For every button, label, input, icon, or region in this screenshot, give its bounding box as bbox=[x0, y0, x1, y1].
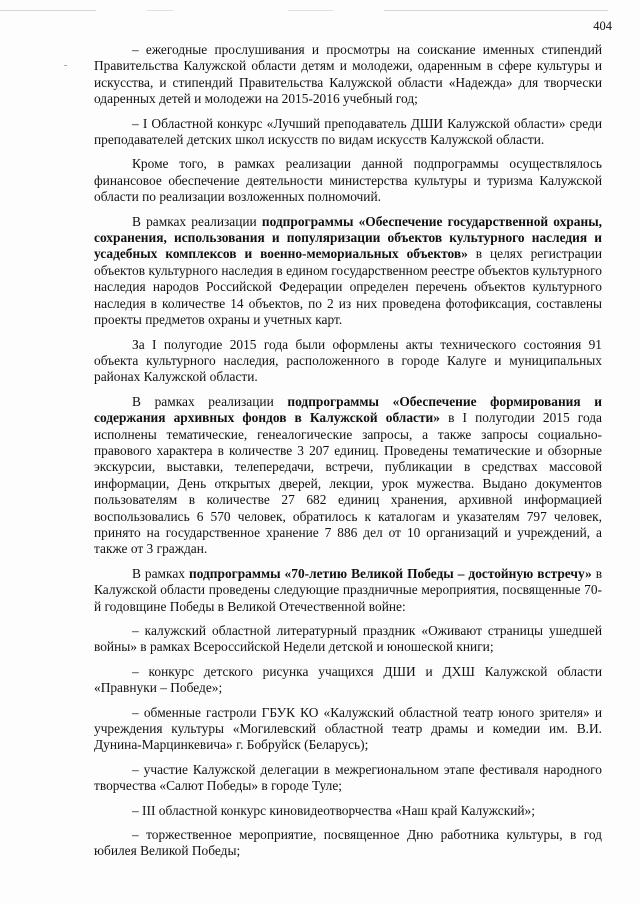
paragraph bbox=[94, 214, 602, 329]
paragraph bbox=[94, 337, 602, 386]
bold-text-run: подпрограммы «Обеспечение формирования и содержания архивных фондов в Калужской области» bbox=[94, 393, 602, 426]
paragraph bbox=[94, 42, 602, 108]
paragraph bbox=[94, 827, 602, 860]
text-run: – конкурс детского рисунка учащихся ДШИ и ДХШ Калужской области «Правнуки – Победе»; bbox=[94, 663, 602, 696]
text-run: – обменные гастроли ГБУК КО «Калужский областной театр юного зрителя» и учреждения культуры «Могилевский областной театр драмы и комедии им. В.И. Дунина-Марцинкевича» г. Бобруйск (Беларусь); bbox=[94, 704, 602, 753]
bold-text-run: подпрограммы «Обеспечение государственной охраны, сохранения, использования и популяризации объектов культурного наследия и усадебных комплексов и военно-мемориальных объектов» bbox=[94, 213, 602, 262]
paragraph bbox=[94, 762, 602, 795]
text-run: – торжественное мероприятие, посвященное Дню работника культуры, в год юбилея Великой Победы; bbox=[94, 827, 602, 859]
scan-mark: - bbox=[64, 60, 68, 71]
paragraph bbox=[94, 394, 602, 558]
paragraph bbox=[94, 705, 602, 754]
text-run: в I полугодии 2015 года исполнены тематические, генеалогические запросы, а также запросы социально-правового характера в количестве 3 207 единиц. Проведены тематические и обзорные экскурсии, выставки, телепередачи, встречи, публикации в средствах массовой информации, День открытых дверей, лекции, урок мужества. Выдано документов пользователям в количестве 27 682 единиц хранения, архивной информацией воспользовались 6 570 человек, обратилось к каталогам и указателям 797 человек, принято на государственное хранение 7 886 дел от 10 организаций и учреждений, а также от 3 граждан. bbox=[94, 410, 603, 557]
text-run: – ежегодные прослушивания и просмотры на соискание именных стипендий Правительства Калужской области детям и молодежи, одаренным в сфере культуры и искусства, и стипендий Правительства Калужской области «Надежда» для творчески одаренных детей и молодежи на 2015-2016 учебный год; bbox=[94, 42, 602, 107]
text-run: В рамках bbox=[132, 565, 189, 581]
scan-artifact-line bbox=[0, 10, 640, 11]
text-run: – калужский областной литературный праздник «Оживают страницы ушедшей войны» в рамках Всероссийской Недели детской и юношеской книги; bbox=[94, 623, 602, 655]
paragraph bbox=[94, 664, 602, 697]
text-run: Кроме того, в рамках реализации данной подпрограммы осуществлялось финансовое обеспечение деятельности министерства культуры и туризма Калужской области по реализации возложенных полномочий. bbox=[94, 156, 602, 205]
bold-text-run: подпрограммы «70-летию Великой Победы – достойную встречу» bbox=[188, 565, 592, 581]
document-body bbox=[94, 42, 602, 868]
paragraph bbox=[94, 803, 602, 819]
text-run: В рамках реализации bbox=[132, 213, 262, 229]
text-run: За I полугодие 2015 года были оформлены акты технического состояния 91 объекта культурного наследия, расположенного в городе Калуге и муниципальных районах Калужской области. bbox=[94, 336, 602, 385]
paragraph bbox=[94, 156, 602, 205]
text-run: В рамках реализации bbox=[132, 393, 288, 409]
text-run: – I Областной конкурс «Лучший преподаватель ДШИ Калужской области» среди преподавателей детских школ искусств по видам искусств Калужской области. bbox=[94, 115, 602, 148]
page-number: 404 bbox=[593, 19, 612, 33]
paragraph bbox=[94, 566, 602, 615]
paragraph bbox=[94, 623, 602, 656]
text-run: – III областной конкурс киновидеотворчества «Наш край Калужский»; bbox=[132, 802, 535, 818]
paragraph bbox=[94, 116, 602, 149]
text-run: в Калужской области проведены следующие праздничные мероприятия, посвященные 70-й годовщине Победы в Великой Отечественной войне: bbox=[94, 565, 603, 614]
text-run: – участие Калужской делегации в межрегиональном этапе фестиваля народного творчества «Салют Победы» в городе Туле; bbox=[94, 761, 602, 794]
text-run: в целях регистрации объектов культурного наследия в едином государственном реестре объектов культурного наследия народов Российской Федерации определен перечень объектов культурного наследия в количестве 14 объектов, по 2 из них проведена фотофиксация, составлены проекты предметов охраны и учетных карт. bbox=[94, 246, 603, 328]
